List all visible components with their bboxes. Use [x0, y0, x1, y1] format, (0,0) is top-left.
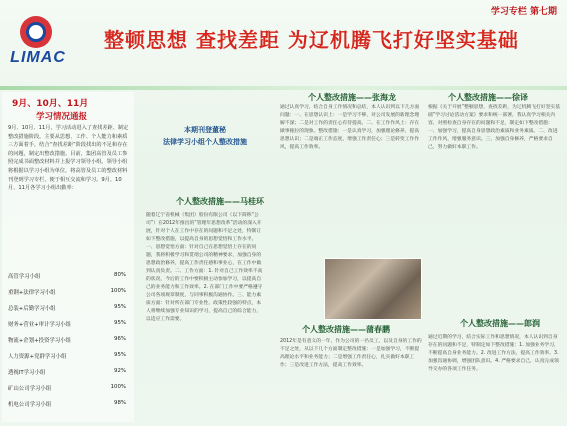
- meeting-photo: [324, 258, 422, 320]
- attendance-rate-value: 80%: [114, 272, 126, 278]
- logo-text: LIMAC: [10, 49, 66, 66]
- section-title-zhang: 个人整改措施——张海龙: [308, 93, 396, 102]
- attendance-group-name: 高管学习小组: [8, 274, 41, 280]
- attendance-group-name: 矿山公司学习小组: [8, 386, 52, 392]
- gear-icon: [26, 22, 46, 42]
- attendance-rate-value: 95%: [114, 320, 126, 326]
- left-title-report: 学习情况通报: [36, 112, 88, 122]
- left-title-months: 9月、10月、11月: [12, 99, 89, 109]
- left-paragraph: 9月、10月、11月，学习活动进入了查找差距、制定整改措施阶段。主要从思想、工作、个人能力和素质三方面着手，结合“查找差距”阶段找出的不足和存在的问题，制定出整改措施。目前，集团高管及员工参照完成书面整改材料并上报学习领导小组。领导小组将根据以学习小组为单位，将高管及员工的整改材料刊登到学习专栏，便于相互交流和学习。9月、10月、11月各学习小组出勤率：: [8, 125, 129, 192]
- issue-title: [150, 124, 260, 148]
- attendance-row: [8, 320, 126, 328]
- section-title-ma: 个人整改措施——马桂环: [176, 197, 264, 206]
- attendance-row: [8, 384, 126, 392]
- attendance-group-name: 财务+营业+审计学习小组: [8, 322, 71, 328]
- attendance-row: [8, 288, 126, 296]
- limac-logo: [4, 16, 72, 74]
- section-title-lang: 个人整改措施——郎润: [460, 319, 540, 328]
- section-text-ma: 随着辽宁省机械（集团）股份有限公司（以下简称“公司”）在2012年推出的“管理年思想改革”活动的深入开展，针对个人在工作中存在的问题和不足之处，特制订如下整改措施，以提高自身的思想觉悟和工作水平。一、思想觉悟方面：针对自己在思想觉悟上存在的问题，我将积极学习和贯彻公司的精神要求，加强自身的思想政治修养，提高工作责任感和事业心，在工作中做到认真负责。二、工作方面：1. 针对自己工作效率不高的状况，今后的工作中要积极主动参加学习，以提高自己的业务能力和工作效率。2. 在部门工作中要严格遵守公司各项规章制度，与同事积极沟通协作。三、能力素质方面：针对所在部门专业性、政策性较强的特点，本人将继续加强专业知识的学习，提高自己的综合能力，以适应工作需要。: [146, 213, 263, 322]
- section-text-pu: 2012年是有意义的一年，作为公司的一名员工，以及自身的工作的不足之处，从以下几个方面制定整改措施：一是加强学习，不断提高理论水平和业务能力；二是增强工作责任心，扎实做好本职工作；三是改进工作方法，提高工作效率。: [280, 339, 422, 368]
- attendance-group-name: 总装+后勤学习小组: [8, 306, 56, 312]
- column-tag: 学习专栏 第七期: [490, 7, 557, 17]
- attendance-row: [8, 304, 126, 312]
- section-title-pu: 个人整改措施——蒲春鹏: [302, 325, 390, 334]
- attendance-group-name: 人力资源+党群学习小组: [8, 354, 67, 360]
- attendance-group-name: 机电公司学习小组: [8, 402, 52, 408]
- attendance-group-name: 透视IT学习小组: [8, 370, 46, 376]
- attendance-row: [8, 336, 126, 344]
- issue-title-line2: 法律学习小组个人整改措施: [163, 138, 247, 146]
- attendance-rate-value: 92%: [114, 368, 126, 374]
- attendance-rate-value: 95%: [114, 352, 126, 358]
- attendance-group-name: 重钢+法律学习小组: [8, 290, 56, 296]
- section-text-lang: 通过近期的学习，结合实际工作和思想情况，本人认识到自身存在的问题和不足，特制定如下整改措施：1. 加强业务学习，不断提高自身业务能力。2. 改进工作方法，提高工作效率。3. 加强沟通协调，增强团队意识。4. 严格要求自己，认真完成领导交办的各项工作任务。: [428, 335, 559, 372]
- attendance-rate-value: 96%: [114, 336, 126, 342]
- attendance-rate-value: 100%: [110, 384, 126, 390]
- attendance-row: [8, 368, 126, 376]
- attendance-rate-value: 100%: [110, 288, 126, 294]
- section-title-xu: 个人整改措施——徐译: [448, 93, 528, 102]
- attendance-row: [8, 400, 126, 408]
- section-text-xu: 根据《关于开展“整顿思想、查找差距，为辽机腾飞打好坚实基础”学习讨论活动方案》要求和统一部署，我认真学习相关内容，对照检查自身存在的问题和不足，制定如下整改措施：一、加强学习，提高自身思想政治素质和业务素质。二、改进工作作风，增强服务意识。三、加强自身修养，严格要求自己，努力做好本职工作。: [428, 105, 561, 150]
- attendance-rate-value: 95%: [114, 304, 126, 310]
- page-headline: 整顿思想 查找差距 为辽机腾飞打好坚实基础: [104, 28, 519, 52]
- section-text-zhang: 通过认真学习，结合自身工作情况和总结，本人认识到以下几方面问题：一、在思想认识上：一是学习不够，对公司发展的新理念理解不深；二是对工作的责任心有待提高。二、在工作作风上：存在做事拖拉的现象。整改措施：一是认真学习，加强理论修养，提高思想认识；二是端正工作态度，增强工作责任心；三是转变工作作风，提高工作效率。: [280, 105, 420, 150]
- attendance-row: [8, 352, 126, 360]
- decorative-band: [0, 86, 567, 90]
- attendance-group-name: 物流+企划+投资学习小组: [8, 338, 71, 344]
- attendance-rate-value: 98%: [114, 400, 126, 406]
- attendance-row: [8, 272, 126, 280]
- issue-title-line1: 本期刊登董秘: [184, 126, 226, 134]
